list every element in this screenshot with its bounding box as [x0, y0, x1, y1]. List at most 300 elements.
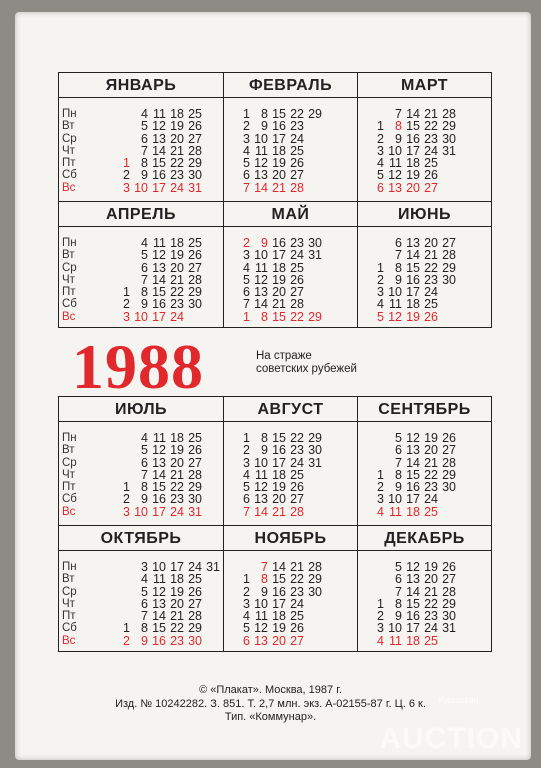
day-cell: 11 — [255, 609, 268, 624]
day-cell: 14 — [254, 504, 268, 519]
day-cell: 9 — [395, 131, 402, 146]
day-cell: 2 — [123, 297, 130, 312]
day-cell: 1 — [377, 467, 384, 482]
day-cell: 7 — [141, 272, 148, 287]
week-row — [232, 622, 322, 634]
day-cell: 21 — [272, 180, 286, 195]
day-cell: 23 — [170, 633, 184, 648]
day-cell: 27 — [290, 492, 304, 507]
day-cell: 9 — [261, 443, 268, 458]
day-cell: 25 — [290, 609, 304, 624]
day-cell: 16 — [272, 119, 286, 134]
day-cell: 5 — [395, 431, 402, 445]
day-cell: 20 — [170, 131, 184, 146]
day-cell: 9 — [395, 480, 402, 495]
week-row — [112, 169, 202, 181]
day-cell: 25 — [290, 143, 304, 158]
month-grid — [232, 432, 322, 518]
day-cell: 12 — [388, 168, 402, 183]
weekday-label: Чт — [62, 597, 75, 610]
day-cell: 20 — [272, 492, 286, 507]
day-cell: 23 — [170, 168, 184, 183]
day-cell: 10 — [388, 621, 402, 636]
weekday-label: Пн — [62, 432, 77, 444]
day-cell: 3 — [243, 596, 250, 611]
weekday-label: Вт — [62, 573, 75, 586]
week-row — [112, 182, 202, 194]
month-header: ОКТЯБРЬ — [100, 530, 182, 547]
day-cell: 8 — [395, 119, 402, 134]
slogan — [256, 350, 357, 376]
day-cell: 2 — [243, 236, 250, 250]
weekday-label: Пн — [62, 108, 77, 120]
day-cell: 13 — [406, 443, 420, 458]
day-cell: 4 — [243, 260, 250, 275]
day-cell: 6 — [377, 180, 384, 195]
day-cell: 4 — [141, 107, 148, 121]
week-row — [232, 444, 322, 456]
header-divider — [224, 226, 357, 227]
day-cell: 12 — [254, 621, 268, 636]
day-cell: 28 — [290, 180, 304, 195]
day-cell: 22 — [290, 309, 304, 324]
day-cell: 8 — [141, 480, 148, 495]
day-cell: 10 — [254, 248, 268, 263]
day-cell: 10 — [388, 285, 402, 300]
week-row — [112, 586, 220, 598]
weekday-labels — [62, 432, 77, 518]
day-cell: 14 — [406, 584, 420, 599]
day-cell: 2 — [123, 633, 130, 648]
day-cell: 14 — [152, 272, 166, 287]
day-cell: 31 — [308, 248, 322, 263]
day-cell: 16 — [406, 131, 420, 146]
day-cell: 7 — [261, 560, 268, 574]
day-cell: 12 — [406, 431, 420, 445]
day-cell: 29 — [442, 596, 456, 611]
weekday-label: Вт — [62, 120, 75, 133]
weekday-label: Вс — [62, 634, 76, 647]
day-cell: 27 — [442, 572, 456, 587]
day-cell: 25 — [188, 236, 202, 250]
day-cell: 7 — [395, 248, 402, 263]
day-cell: 5 — [141, 119, 148, 134]
month-grid — [366, 561, 456, 647]
day-cell: 11 — [153, 107, 166, 121]
day-cell: 29 — [442, 467, 456, 482]
day-cell: 7 — [395, 584, 402, 599]
day-cell: 26 — [290, 480, 304, 495]
day-cell: 13 — [388, 180, 402, 195]
day-cell: 29 — [188, 480, 202, 495]
day-cell: 19 — [406, 309, 420, 324]
day-cell: 11 — [255, 260, 268, 275]
day-cell: 26 — [290, 272, 304, 287]
day-cell: 13 — [254, 285, 268, 300]
day-cell: 29 — [308, 431, 322, 445]
day-cell: 12 — [152, 584, 166, 599]
day-cell: 26 — [188, 584, 202, 599]
day-cell: 9 — [261, 119, 268, 134]
day-cell: 11 — [153, 572, 166, 587]
day-cell: 14 — [152, 467, 166, 482]
day-cell: 12 — [152, 248, 166, 263]
day-cell: 17 — [170, 560, 184, 574]
day-cell: 4 — [141, 236, 148, 250]
day-cell: 18 — [406, 297, 420, 312]
day-cell: 3 — [377, 143, 384, 158]
day-cell: 23 — [424, 272, 438, 287]
week-row — [232, 506, 322, 518]
day-cell: 18 — [272, 260, 286, 275]
day-cell: 23 — [290, 584, 304, 599]
day-cell: 27 — [424, 180, 438, 195]
day-cell: 29 — [442, 119, 456, 134]
day-cell: 12 — [406, 560, 420, 574]
day-cell: 5 — [395, 560, 402, 574]
day-cell: 28 — [188, 272, 202, 287]
week-row — [112, 311, 202, 323]
day-cell: 18 — [170, 431, 184, 445]
day-cell: 2 — [377, 272, 384, 287]
day-cell: 24 — [424, 492, 438, 507]
day-cell: 2 — [243, 119, 250, 134]
day-cell: 22 — [170, 285, 184, 300]
day-cell: 9 — [141, 297, 148, 312]
day-cell: 18 — [272, 143, 286, 158]
weekday-label: Ср — [62, 585, 77, 598]
week-row — [366, 573, 456, 585]
day-cell: 17 — [406, 621, 420, 636]
day-cell: 26 — [424, 168, 438, 183]
day-cell: 9 — [261, 584, 268, 599]
day-cell: 6 — [395, 572, 402, 587]
day-cell: 1 — [377, 119, 384, 134]
day-cell: 25 — [424, 156, 438, 171]
day-cell: 11 — [389, 156, 402, 171]
day-cell: 15 — [406, 260, 420, 275]
day-cell: 15 — [272, 431, 286, 445]
weekday-label: Вс — [62, 181, 76, 194]
month-header: АВГУСТ — [257, 401, 324, 418]
day-cell: 20 — [170, 260, 184, 275]
day-cell: 30 — [308, 443, 322, 458]
day-cell: 5 — [243, 480, 250, 495]
day-cell: 2 — [377, 480, 384, 495]
day-cell: 31 — [308, 455, 322, 470]
day-cell: 23 — [290, 236, 304, 250]
slogan-line-2: советских рубежей — [256, 363, 357, 375]
day-cell: 1 — [377, 596, 384, 611]
day-cell: 13 — [152, 455, 166, 470]
day-cell: 22 — [424, 260, 438, 275]
day-cell: 5 — [377, 309, 384, 324]
day-cell: 5 — [141, 443, 148, 458]
day-cell: 6 — [395, 443, 402, 458]
week-row — [366, 182, 456, 194]
day-cell: 12 — [152, 119, 166, 134]
day-cell: 30 — [188, 633, 202, 648]
week-row — [112, 249, 202, 261]
day-cell: 21 — [170, 467, 184, 482]
week-row — [112, 573, 220, 585]
day-cell: 26 — [188, 248, 202, 263]
header-divider — [224, 97, 357, 98]
day-cell: 10 — [134, 309, 148, 324]
day-cell: 12 — [388, 309, 402, 324]
day-cell: 12 — [254, 480, 268, 495]
day-cell: 19 — [170, 248, 184, 263]
day-cell: 9 — [395, 272, 402, 287]
month-header: МАРТ — [400, 77, 449, 94]
day-cell: 3 — [141, 560, 148, 574]
day-cell: 15 — [272, 309, 286, 324]
week-row — [366, 298, 456, 310]
day-cell: 24 — [188, 560, 202, 574]
week-row — [366, 506, 456, 518]
day-cell: 19 — [424, 431, 438, 445]
month-header: ЯНВАРЬ — [105, 77, 177, 94]
day-cell: 4 — [377, 297, 384, 312]
day-cell: 22 — [170, 480, 184, 495]
weekday-label: Пн — [62, 237, 77, 249]
day-cell: 30 — [442, 131, 456, 146]
day-cell: 25 — [188, 572, 202, 587]
day-cell: 22 — [290, 572, 304, 587]
week-row — [232, 249, 322, 261]
day-cell: 10 — [152, 560, 166, 574]
day-cell: 3 — [377, 492, 384, 507]
month-header: ИЮНЬ — [397, 206, 452, 223]
day-cell: 27 — [188, 596, 202, 611]
day-cell: 8 — [395, 596, 402, 611]
day-cell: 25 — [188, 431, 202, 445]
day-cell: 11 — [389, 297, 402, 312]
day-cell: 24 — [290, 131, 304, 146]
header-divider — [224, 421, 357, 422]
weekday-label: Пт — [62, 157, 76, 170]
day-cell: 2 — [123, 168, 130, 183]
day-cell: 21 — [424, 107, 438, 121]
day-cell: 2 — [377, 609, 384, 624]
day-cell: 26 — [188, 119, 202, 134]
day-cell: 29 — [188, 285, 202, 300]
week-row — [232, 120, 322, 132]
day-cell: 9 — [141, 633, 148, 648]
day-cell: 23 — [170, 297, 184, 312]
imprint-line-1: © «Плакат». Москва, 1987 г. — [199, 684, 342, 696]
day-cell: 13 — [152, 131, 166, 146]
day-cell: 15 — [406, 119, 420, 134]
day-cell: 11 — [153, 431, 166, 445]
day-cell: 27 — [290, 168, 304, 183]
day-cell: 25 — [290, 467, 304, 482]
day-cell: 7 — [243, 297, 250, 312]
day-cell: 3 — [377, 285, 384, 300]
week-row — [366, 120, 456, 132]
day-cell: 26 — [424, 309, 438, 324]
day-cell: 17 — [152, 309, 166, 324]
day-cell: 28 — [442, 584, 456, 599]
day-cell: 6 — [395, 236, 402, 250]
day-cell: 1 — [377, 260, 384, 275]
day-cell: 30 — [442, 272, 456, 287]
day-cell: 8 — [141, 285, 148, 300]
month-header: СЕНТЯБРЬ — [378, 401, 471, 418]
day-cell: 3 — [123, 309, 130, 324]
day-cell: 27 — [188, 455, 202, 470]
header-divider — [358, 226, 491, 227]
day-cell: 24 — [424, 621, 438, 636]
day-cell: 7 — [395, 455, 402, 470]
weekday-label: Пт — [62, 610, 76, 623]
month-grid — [366, 108, 456, 194]
day-cell: 17 — [152, 180, 166, 195]
day-cell: 28 — [290, 504, 304, 519]
day-cell: 15 — [406, 596, 420, 611]
day-cell: 1 — [123, 285, 130, 300]
day-cell: 19 — [170, 443, 184, 458]
day-cell: 27 — [442, 236, 456, 250]
day-cell: 4 — [141, 431, 148, 445]
day-cell: 22 — [170, 621, 184, 636]
day-cell: 20 — [424, 572, 438, 587]
month-grid — [232, 561, 322, 647]
month-header: ДЕКАБРЬ — [384, 530, 465, 547]
day-cell: 20 — [272, 168, 286, 183]
day-cell: 18 — [170, 572, 184, 587]
day-cell: 27 — [188, 260, 202, 275]
header-divider — [59, 226, 223, 227]
weekday-label: Пт — [62, 481, 76, 494]
weekday-label: Сб — [62, 298, 77, 311]
day-cell: 15 — [272, 572, 286, 587]
day-cell: 9 — [261, 236, 268, 250]
week-row — [232, 493, 322, 505]
day-cell: 24 — [290, 248, 304, 263]
weekday-label: Ср — [62, 456, 77, 469]
day-cell: 21 — [290, 560, 304, 574]
day-cell: 19 — [406, 168, 420, 183]
day-cell: 4 — [243, 467, 250, 482]
month-header: АПРЕЛЬ — [106, 206, 176, 223]
weekday-label: Пн — [62, 561, 77, 573]
day-cell: 23 — [424, 609, 438, 624]
day-cell: 1 — [123, 480, 130, 495]
imprint-line-2: Изд. № 10242282. З. 851. Т. 2,7 млн. экз. А-02155-87 г. Ц. 6 к. — [115, 697, 426, 710]
week-row — [232, 635, 322, 647]
day-cell: 29 — [308, 309, 322, 324]
month-grid — [112, 432, 202, 518]
week-row — [112, 561, 220, 573]
month-grid — [232, 237, 322, 323]
day-cell: 16 — [272, 443, 286, 458]
day-cell: 9 — [141, 492, 148, 507]
day-cell: 19 — [272, 272, 286, 287]
day-cell: 30 — [442, 480, 456, 495]
day-cell: 5 — [243, 272, 250, 287]
day-cell: 10 — [254, 455, 268, 470]
day-cell: 17 — [406, 143, 420, 158]
month-grid — [232, 108, 322, 194]
day-cell: 14 — [152, 143, 166, 158]
day-cell: 22 — [424, 596, 438, 611]
day-cell: 30 — [188, 168, 202, 183]
auction-watermark: AUCTION — [379, 722, 523, 755]
day-cell: 9 — [141, 168, 148, 183]
day-cell: 6 — [141, 131, 148, 146]
month-grid — [112, 237, 202, 323]
day-cell: 16 — [152, 168, 166, 183]
day-cell: 24 — [170, 309, 184, 324]
day-cell: 14 — [254, 180, 268, 195]
weekday-label: Чт — [62, 273, 75, 286]
day-cell: 9 — [395, 609, 402, 624]
day-cell: 5 — [141, 248, 148, 263]
day-cell: 26 — [290, 156, 304, 171]
month-grid — [366, 237, 456, 323]
day-cell: 11 — [255, 143, 268, 158]
day-cell: 13 — [254, 492, 268, 507]
day-cell: 7 — [141, 467, 148, 482]
day-cell: 13 — [406, 572, 420, 587]
header-divider — [59, 421, 223, 422]
day-cell: 19 — [272, 480, 286, 495]
day-cell: 28 — [290, 297, 304, 312]
month-header: НОЯБРЬ — [254, 530, 327, 547]
week-row — [232, 169, 322, 181]
day-cell: 11 — [255, 467, 268, 482]
day-cell: 23 — [424, 480, 438, 495]
day-cell: 16 — [272, 236, 286, 250]
day-cell: 3 — [123, 180, 130, 195]
day-cell: 21 — [170, 609, 184, 624]
day-cell: 24 — [290, 455, 304, 470]
day-cell: 13 — [254, 168, 268, 183]
day-cell: 3 — [243, 248, 250, 263]
day-cell: 28 — [308, 560, 322, 574]
day-cell: 21 — [424, 248, 438, 263]
day-cell: 14 — [406, 107, 420, 121]
day-cell: 22 — [170, 156, 184, 171]
day-cell: 17 — [406, 285, 420, 300]
month-header: МАЙ — [271, 206, 310, 223]
day-cell: 15 — [152, 621, 166, 636]
day-cell: 15 — [272, 107, 286, 121]
week-row — [232, 298, 322, 310]
day-cell: 10 — [134, 504, 148, 519]
week-row — [232, 573, 322, 585]
weekday-label: Ср — [62, 132, 77, 145]
week-row — [366, 635, 456, 647]
day-cell: 31 — [442, 621, 456, 636]
day-cell: 25 — [290, 260, 304, 275]
day-cell: 14 — [406, 455, 420, 470]
weekday-label: Сб — [62, 622, 77, 635]
day-cell: 6 — [141, 596, 148, 611]
weekday-label: Вт — [62, 249, 75, 262]
day-cell: 31 — [188, 180, 202, 195]
day-cell: 7 — [395, 107, 402, 121]
slogan-line-1: На страже — [256, 350, 312, 362]
day-cell: 29 — [442, 260, 456, 275]
day-cell: 19 — [170, 119, 184, 134]
day-cell: 8 — [395, 260, 402, 275]
day-cell: 16 — [406, 609, 420, 624]
weekday-label: Чт — [62, 144, 75, 157]
day-cell: 30 — [442, 609, 456, 624]
header-divider — [358, 550, 491, 551]
